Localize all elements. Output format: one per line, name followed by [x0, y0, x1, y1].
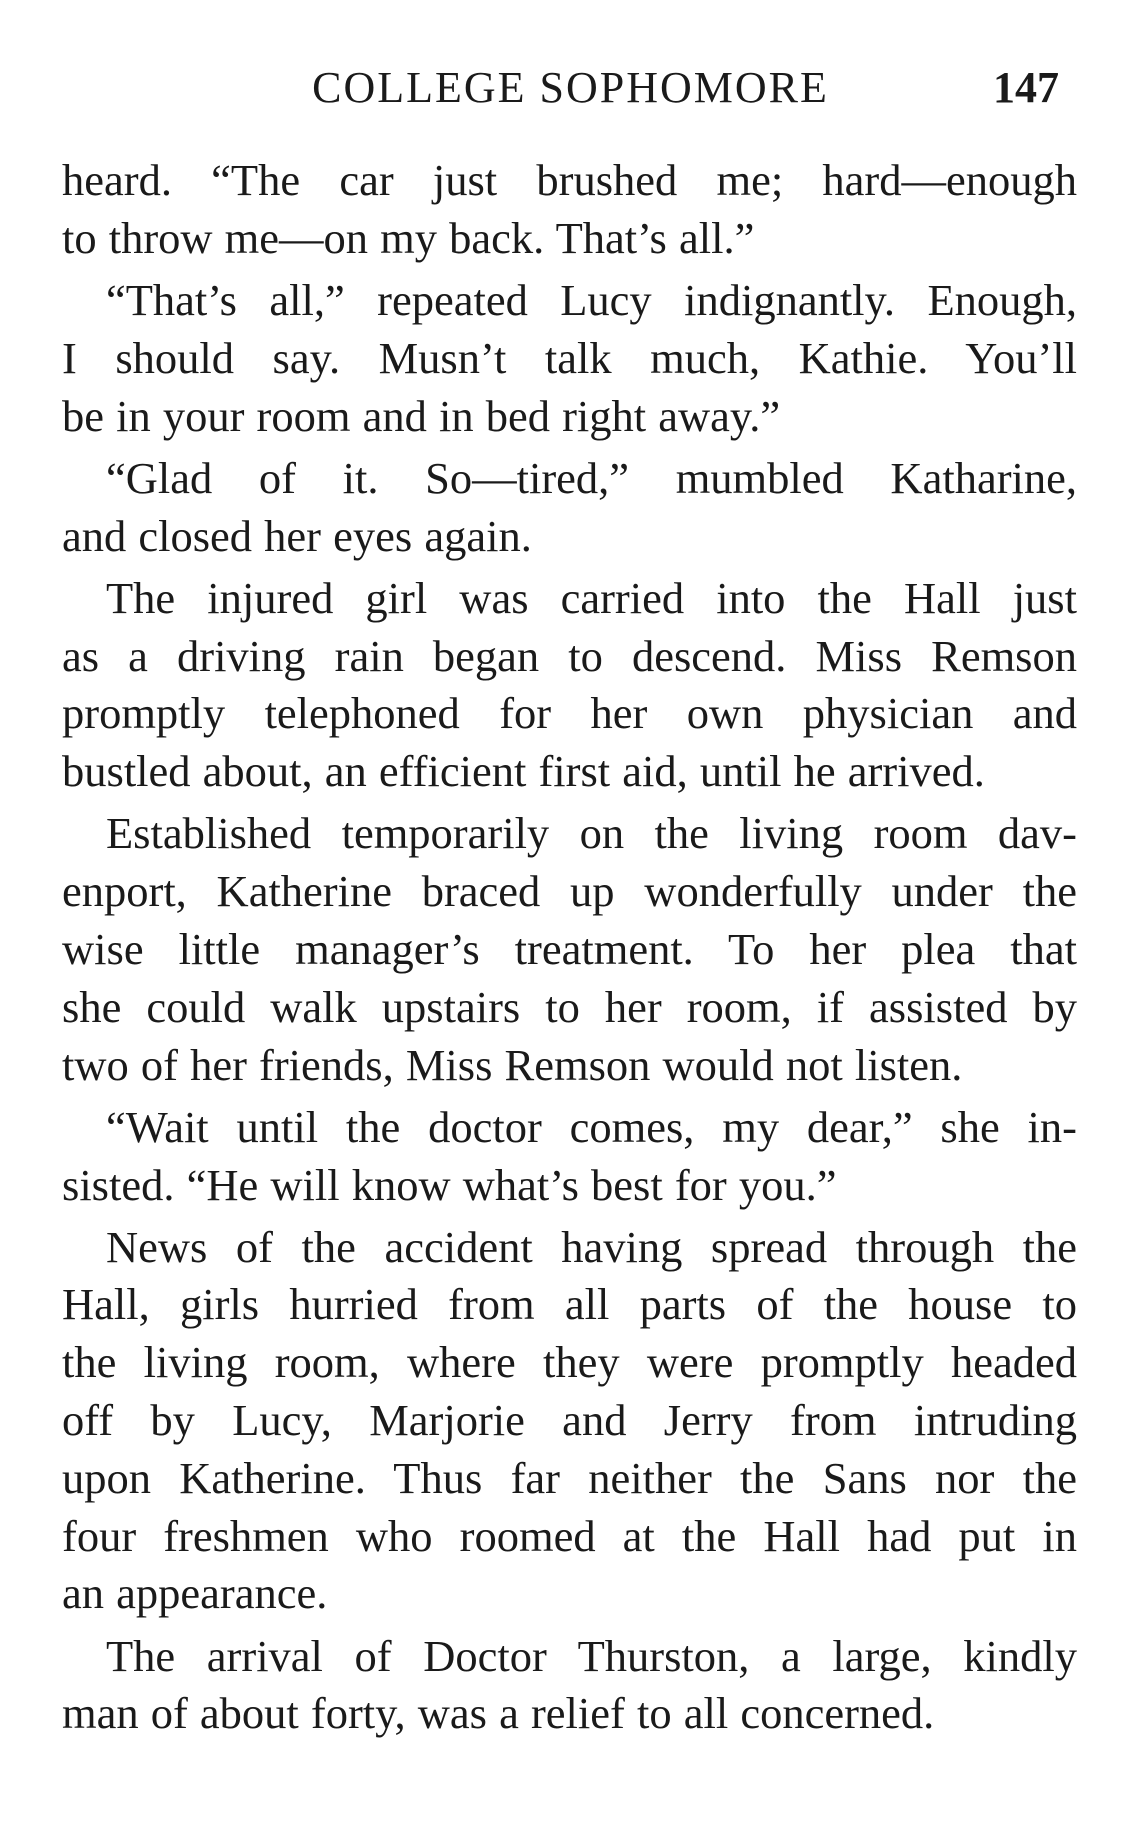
text-line: two of her friends, Miss Remson would not listen.: [62, 1039, 963, 1090]
text-line: four freshmen who roomed at the Hall had put in: [62, 1510, 1077, 1561]
text-line: promptly telephoned for her own physician and: [62, 688, 1077, 739]
text-line: she could walk upstairs to her room, if assisted by: [62, 981, 1077, 1032]
text-line: bustled about, an efficient first aid, until he arrived.: [62, 746, 985, 797]
text-line: “That’s all,” repeated Lucy indignantly. Enough,: [106, 274, 1077, 325]
text-line: an appearance.: [62, 1568, 328, 1619]
paragraph: [62, 1628, 1077, 1744]
text-line: as a driving rain began to descend. Miss Remson: [62, 630, 1077, 681]
body-text: [62, 152, 1077, 1748]
text-line: the living room, where they were promptly headed: [62, 1337, 1077, 1388]
running-title: COLLEGE SOPHOMORE: [312, 63, 829, 112]
text-line: News of the accident having spread through the: [106, 1221, 1077, 1272]
text-line: “Glad of it. So—tired,” mumbled Katharine,: [106, 452, 1077, 503]
paragraph: [62, 272, 1077, 445]
paragraph: [62, 450, 1077, 566]
text-line: to throw me—on my back. That’s all.”: [62, 212, 755, 263]
text-line: I should say. Musn’t talk much, Kathie. You’ll: [62, 332, 1077, 383]
page-number: 147: [993, 63, 1059, 112]
text-line: The injured girl was carried into the Hall just: [106, 572, 1077, 623]
text-line: enport, Katherine braced up wonderfully under the: [62, 866, 1077, 917]
text-line: Hall, girls hurried from all parts of the house to: [62, 1279, 1077, 1330]
text-line: and closed her eyes again.: [62, 510, 532, 561]
text-line: The arrival of Doctor Thurston, a large, kindly: [106, 1630, 1077, 1681]
text-line: man of about forty, was a relief to all concerned.: [62, 1688, 935, 1739]
text-line: heard. “The car just brushed me; hard—enough: [62, 155, 1077, 205]
text-line: wise little manager’s treatment. To her plea that: [62, 923, 1077, 974]
text-line: sisted. “He will know what’s best for you.”: [62, 1159, 837, 1210]
text-line: upon Katherine. Thus far neither the Sans nor the: [62, 1452, 1077, 1503]
paragraph: [62, 152, 1077, 268]
text-line: be in your room and in bed right away.”: [62, 390, 781, 441]
text-line: Established temporarily on the living room dav-: [106, 808, 1077, 859]
paragraph: [62, 570, 1077, 801]
text-line: off by Lucy, Marjorie and Jerry from intruding: [62, 1395, 1077, 1446]
paragraph: [62, 1099, 1077, 1215]
paragraph: [62, 805, 1077, 1094]
running-head: [62, 58, 1079, 118]
text-line: “Wait until the doctor comes, my dear,” she in-: [106, 1101, 1077, 1152]
paragraph: [62, 1219, 1077, 1624]
